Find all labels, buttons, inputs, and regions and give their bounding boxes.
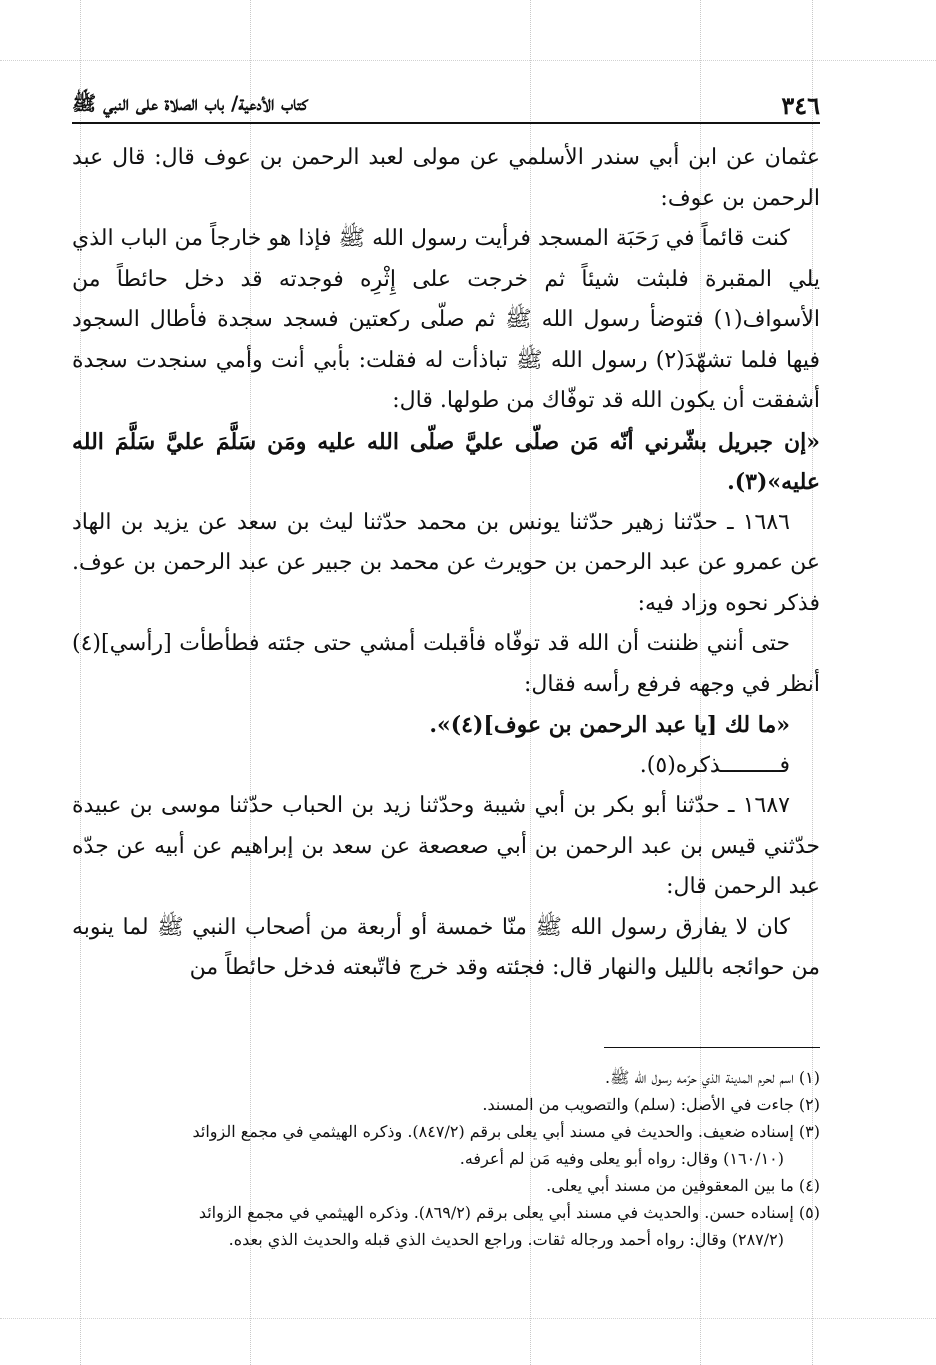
- hadith-1687: [72, 786, 820, 908]
- main-text: [72, 138, 820, 989]
- footnote: (٤) ما بين المعقوفين من مسند أبي يعلى.: [546, 1176, 820, 1195]
- text-line: عبد الرحمن بن عوف:: [72, 145, 820, 211]
- text-line: الذي يلي المقبرة فلبثت شيئاً ثم خرجت على إِثْرِه فوجدته قد دخل حائطاً من: [72, 226, 820, 292]
- text-line: ينوبه من حوائجه بالليل والنهار قال: فجئته وقد خرج فاتّبعته فدخل حائطاً من: [72, 914, 820, 980]
- text-line: ١٦٨٧ ـ حدّثنا أبو بكر بن أبي شيبة وحدّثنا زيد بن الحباب حدّثنا موسى بن: [129, 793, 790, 818]
- paragraph: [72, 908, 820, 989]
- footnote-continuation: (١٦٠/١٠) وقال: رواه أبو يعلى وفيه مَن لم أعرفه.: [459, 1149, 784, 1168]
- text-line: الأسواف(١) فتوضأ رسول الله ﷺ ثم صلّى ركعتين فسجد سجدة فأطال السجود فيها: [72, 307, 820, 373]
- hadith-quote: [72, 422, 820, 503]
- footnote: (٥) إسناده حسن. والحديث في مسند أبي يعلى برقم (٨٦٩/٢). وذكره الهيثمي في مجمع الزوائد: [198, 1203, 820, 1222]
- text-line: الهاد عن عمرو عن عبد الرحمن بن حويرث عن محمد بن جبير عن عبد الرحمن بن: [72, 509, 820, 575]
- paragraph: فـــــــــذكره(٥).: [639, 752, 790, 778]
- footnote: (٢) جاءت في الأصل: (سلم) والتصويب من المسند.: [482, 1095, 820, 1114]
- footnotes: [72, 1064, 820, 1253]
- scan-guide-line: [0, 60, 936, 61]
- text-line: حتى أنني ظننت أن الله قد توفّاه فأقبلت أمشي حتى جئته فطأطأت [رأسي](٤): [72, 631, 790, 656]
- text-line: كان لا يفارق رسول الله ﷺ منّا خمسة أو أربعة من أصحاب النبي ﷺ لما: [122, 914, 791, 940]
- text-line: عليه»(٣).: [727, 469, 820, 495]
- text-line: عوف. فذكر نحوه وزاد فيه:: [72, 550, 820, 616]
- scan-guide-line: [0, 1318, 936, 1319]
- header-rule: [72, 122, 820, 124]
- text-line: فلما تشهّدَ(٢) رسول الله ﷺ تباذأت له فقلت: بأبي أنت وأمي سنجدت سجدة: [72, 347, 778, 373]
- paragraph: [72, 219, 820, 422]
- text-line: عثمان عن ابن أبي سندر الأسلمي عن مولى لعبد الرحمن بن عوف قال: قال: [112, 145, 821, 170]
- footnote: (١) اسم لحرم المدينة الذي حرّمه رسول الله ﷺ.: [604, 1068, 820, 1087]
- text-line: أنظر في وجهه فرفع رأسه فقال:: [524, 671, 820, 697]
- footnote-continuation: (٢٨٧/٢) وقال: رواه أحمد ورجاله ثقات. وراجع الحديث الذي قبله والحديث الذي بعده.: [228, 1230, 784, 1249]
- page-number: ٣٤٦: [781, 91, 820, 120]
- paragraph: [72, 624, 820, 705]
- text-line: عن جدّه عبد الرحمن قال:: [72, 833, 820, 899]
- text-line: ١٦٨٦ ـ حدّثنا زهير حدّثنا يونس بن محمد حدّثنا ليث بن سعد عن يزيد بن: [120, 509, 790, 535]
- text-line: أشفقت أن يكون الله قد توفّاك من طولها. قال:: [392, 388, 820, 413]
- running-title: كتاب الأدعية/ باب الصلاة على النبي ﷺ: [72, 91, 308, 115]
- page-header: [72, 84, 820, 120]
- hadith-quote: «ما لك [يا عبد الرحمن بن عوف](٤)».: [429, 712, 790, 738]
- text-line: «إن جبريل بشّرني أنّه مَن صلّى عليَّ صلّى الله عليه ومَن سَلَّمَ عليَّ سَلَّمَ الله: [72, 428, 820, 455]
- text-line: كنت قائماً في رَحَبَة المسجد فرأيت رسول الله ﷺ فإذا هو خارجاً من الباب: [120, 226, 790, 251]
- footnote-rule: [604, 1047, 820, 1048]
- paragraph: [72, 138, 820, 219]
- footnote: (٣) إسناده ضعيف. والحديث في مسند أبي يعلى برقم (٨٤٧/٢). وذكره الهيثمي في مجمع الزوائد: [192, 1122, 820, 1141]
- hadith-1686: [72, 503, 820, 625]
- text-line: عبيدة حدّثني قيس بن عبد الرحمن بن أبي صعصعة عن سعد بن إبراهيم عن أبيه: [72, 793, 820, 859]
